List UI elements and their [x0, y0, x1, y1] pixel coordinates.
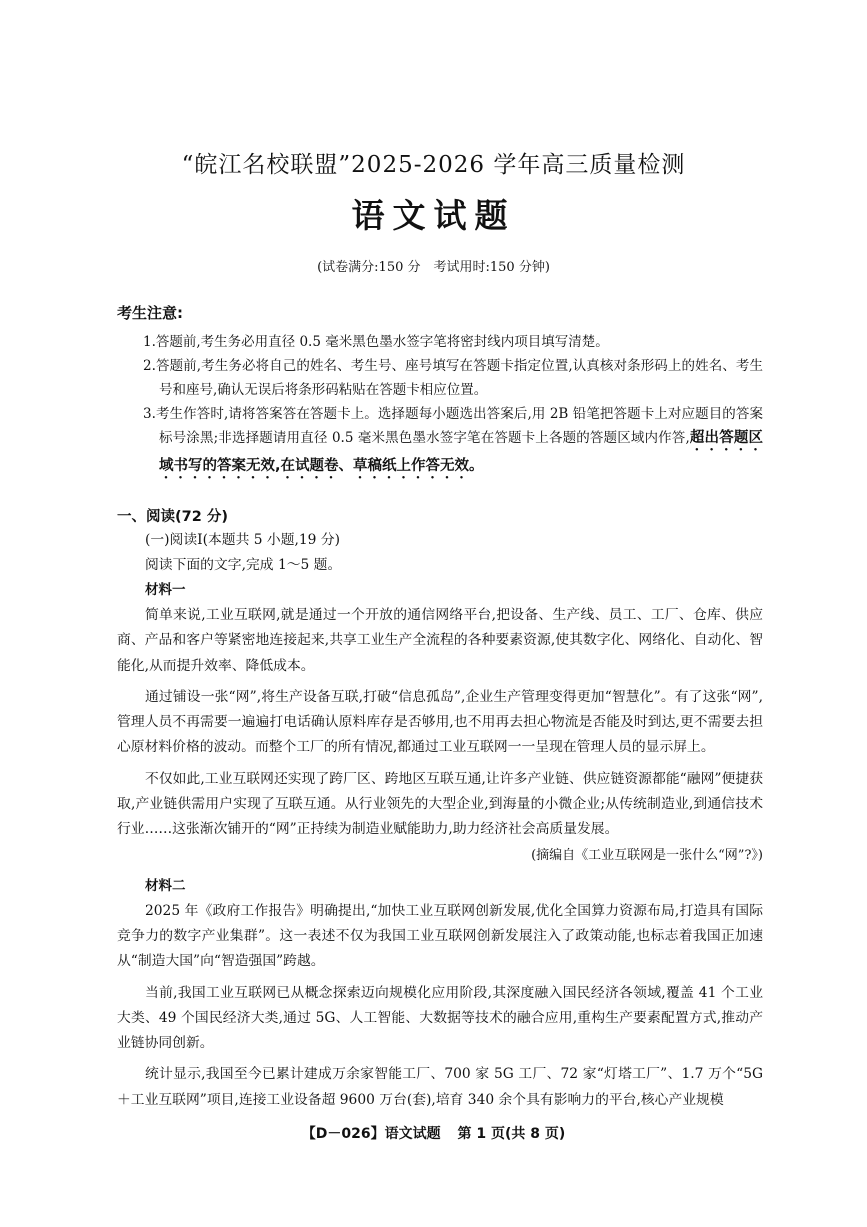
material2-label: 材料二 [145, 877, 186, 894]
notice-item-3-emphasis: 超出答题区域书写的答案无效,在试题卷、草稿纸上作答无效。 [159, 430, 764, 474]
notice-list [143, 330, 763, 482]
material2-paragraph: 2025 年《政府工作报告》明确提出,“加快工业互联网创新发展,优化全国算力资源布局,打造具有国际竞争力的数字产业集群”。这一表述不仅为我国工业互联网创新发展注入了政策动能,也标志着我国正加速从“制造大国”向“智造强国”跨越。 [117, 902, 763, 970]
material1-paragraph: 通过铺设一张“网”,将生产设备互联,打破“信息孤岛”,企业生产管理变得更加“智慧化”。有了这张“网”,管理人员不再需要一遍遍打电话确认原料库存是否够用,也不用再去担心物流是否能及时到达,更不需要去担心原材料价格的波动。而整个工厂的所有情况,都通过工业互联网一一呈现在管理人员的显示屏上。 [117, 688, 763, 756]
sub-heading: (一)阅读Ⅰ(本题共 5 小题,19 分) [145, 532, 341, 548]
instruction: 阅读下面的文字,完成 1～5 题。 [145, 557, 342, 573]
notice-item-3-text: 3.考生作答时,请将答案答在答题卡上。选择题每小题选出答案后,用 2B 铅笔把答题卡上对应题目的答案标号涂黑;非选择题请用直径 0.5 毫米黑色墨水签字笔在答题卡上各题的答题区域内作答, [143, 406, 763, 446]
material1-source: (摘编自《工业互联网是一张什么“网”?》) [531, 847, 763, 863]
footer-page-number: 第 1 页(共 8 页) [457, 1126, 566, 1142]
exam-info: (试卷满分:150 分 考试用时:150 分钟) [317, 260, 550, 275]
subject-title: 语文试题 [351, 196, 516, 235]
notice-item-2: 2.答题前,考生务必将自己的姓名、考生号、座号填写在答题卡指定位置,认真核对条形码上的姓名、考生号和座号,确认无误后将条形码粘贴在答题卡相应位置。 [143, 358, 763, 398]
material1-paragraph: 简单来说,工业互联网,就是通过一个开放的通信网络平台,把设备、生产线、员工、工厂、仓库、供应商、产品和客户等紧密地连接起来,共享工业生产全流程的各种要素资源,使其数字化、网络化、自动化、智能化,从而提升效率、降低成本。 [117, 607, 763, 674]
notice-item-3 [143, 402, 763, 482]
notice-item-1: 1.答题前,考生务必用直径 0.5 毫米黑色墨水签字笔将密封线内项目填写清楚。 [143, 334, 609, 350]
reading-body [117, 528, 763, 1113]
section-heading: 一、阅读(72 分) [117, 509, 228, 525]
page-footer [0, 1123, 867, 1143]
material1-label: 材料一 [145, 582, 186, 598]
exam-title: “皖江名校联盟”2025-2026 学年高三质量检测 [181, 152, 686, 178]
footer-code: 【D－026】语文试题 [301, 1126, 441, 1142]
material2-paragraph: 统计显示,我国至今已累计建成万余家智能工厂、700 家 5G 工厂、72 家“灯塔工厂”、1.7 万个“5G＋工业互联网”项目,连接工业设备超 9600 万台(套),培育 340 余个具有影响力的平台,核心产业规模 [117, 1066, 763, 1108]
material1-paragraph: 不仅如此,工业互联网还实现了跨厂区、跨地区互联互通,让许多产业链、供应链资源都能“融网”便捷获取,产业链供需用户实现了互联互通。从行业领先的大型企业,到海量的小微企业;从传统制造业,到通信技术行业……这张渐次铺开的“网”正持续为制造业赋能助力,助力经济社会高质量发展。 [117, 770, 763, 838]
material2-paragraph: 当前,我国工业互联网已从概念探索迈向规模化应用阶段,其深度融入国民经济各领域,覆盖 41 个工业大类、49 个国民经济大类,通过 5G、人工智能、大数据等技术的融合应用,重构生产要素配置方式,推动产业链协同创新。 [117, 984, 763, 1052]
notice-heading: 考生注意: [117, 304, 183, 322]
